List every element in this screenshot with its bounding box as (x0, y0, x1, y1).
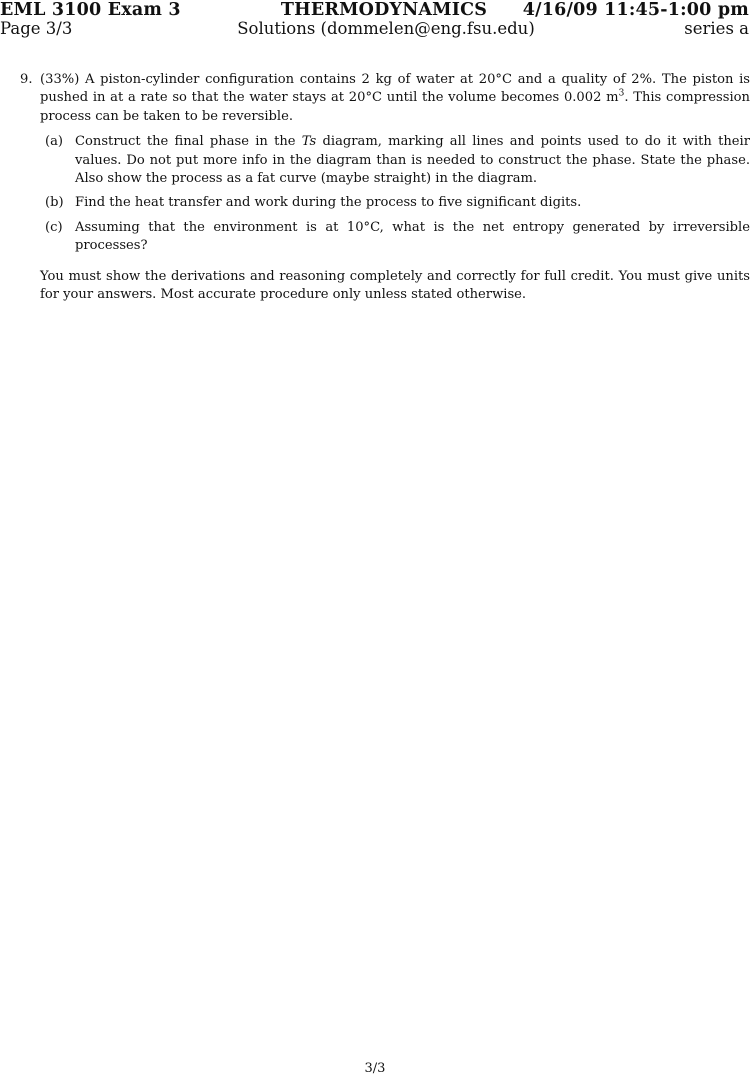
part-label: (a) (45, 134, 64, 150)
part-label: (c) (45, 219, 63, 235)
solutions-contact: Solutions (dommelen@eng.fsu.edu) (237, 19, 535, 38)
page-number: Page 3/3 (0, 19, 73, 38)
page-header (0, 0, 750, 46)
part-label: (b) (45, 195, 64, 211)
part-b: (b) Find the heat transfer and work during the process to five significant digits. (40, 194, 750, 212)
header-row-2 (0, 19, 750, 41)
part-a: (a) Construct the final phase in the Ts diagram, marking all lines and points used to do it with their values. Do not put more info in the diagram than is needed to construct the phase. State the phase. Also show the process as a fat curve (maybe straight) in the diagram. (45, 134, 750, 187)
exam-datetime: 4/16/09 11:45-1:00 pm (522, 0, 749, 20)
subject-title: THERMODYNAMICS (280, 0, 488, 20)
part-c: (c) Assuming that the environment is at 10°C, what is the net entropy generated by irreversible processes? (45, 219, 750, 254)
question-number: 9. (20, 72, 33, 87)
question-block (20, 71, 750, 304)
question-parts (40, 133, 750, 255)
instructions-note: You must show the derivations and reasoning completely and correctly for full credit. You must give units for your answers. Most accurate procedure only unless stated otherwise. (40, 268, 750, 303)
course-title: EML 3100 Exam 3 (0, 0, 181, 20)
series-label: series a (684, 19, 749, 38)
page-footer: 3/3 (364, 1061, 386, 1076)
question-text: (33%) A piston-cylinder configuration contains 2 kg of water at 20°C and a quality of 2%. The piston is pushed in at a rate so that the water stays at 20°C until the volume becomes 0.002 $m^3$. This compression process can be taken to be reversible. (40, 72, 750, 124)
